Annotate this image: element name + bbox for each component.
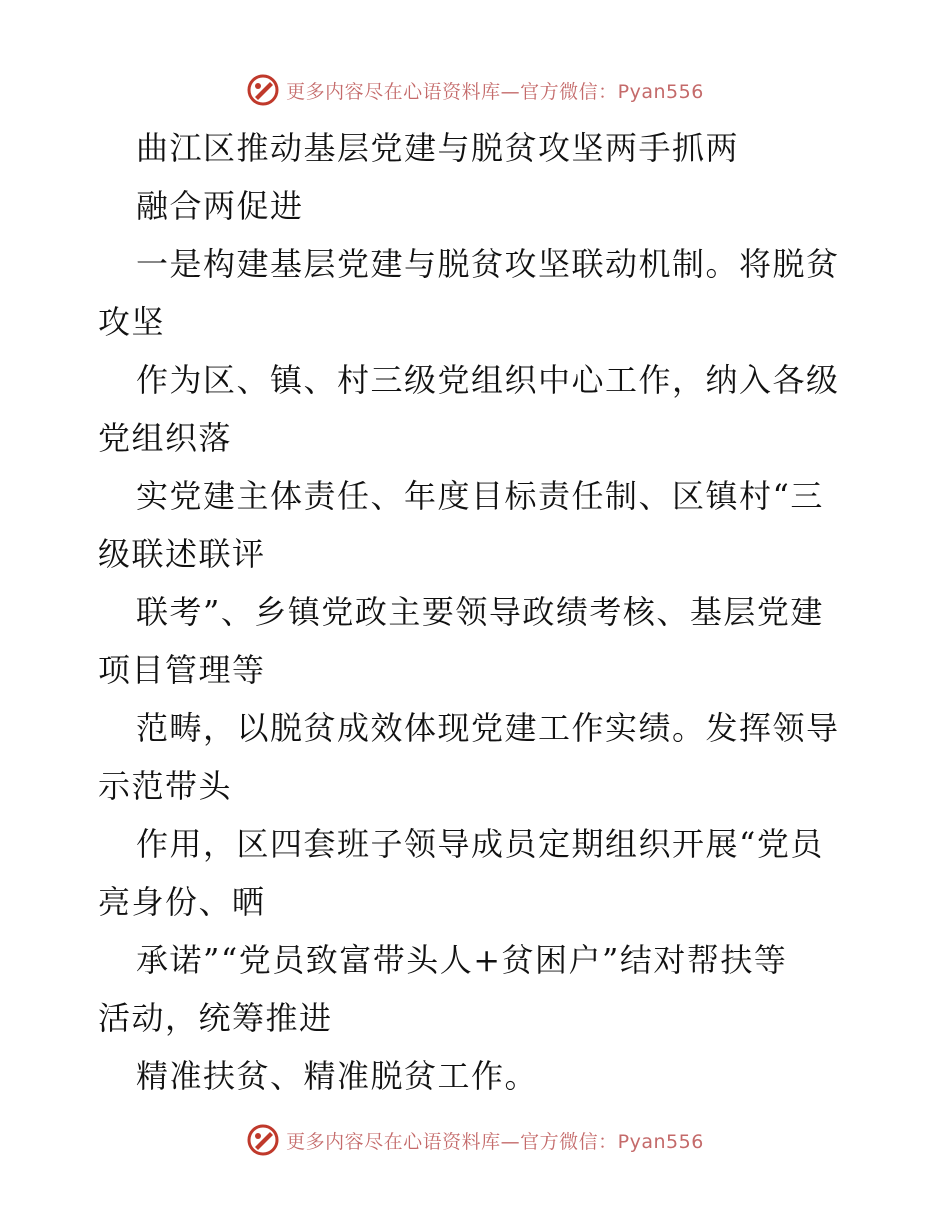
header-watermark xyxy=(0,70,950,110)
doc-line: 精准扶贫、精准脱贫工作。 xyxy=(136,1057,539,1095)
doc-line: 作为区、镇、村三级党组织中心工作，纳入各级 xyxy=(136,361,840,399)
doc-line: 示范带头 xyxy=(98,767,233,805)
watermark-text: 更多内容尽在心语资料库—官方微信：Pyan556 xyxy=(286,1130,704,1153)
doc-title-line-2: 融合两促进 xyxy=(136,187,304,225)
doc-line: 级联述联评 xyxy=(98,535,266,573)
doc-line: 实党建主体责任、年度目标责任制、区镇村“三 xyxy=(136,477,824,515)
doc-line: 党组织落 xyxy=(98,419,233,457)
doc-line: 联考”、乡镇党政主要领导政绩考核、基层党建 xyxy=(136,593,824,631)
doc-line: 作用，区四套班子领导成员定期组织开展“党员 xyxy=(136,825,824,863)
watermark-text: 更多内容尽在心语资料库—官方微信：Pyan556 xyxy=(286,80,704,103)
doc-line: 亮身份、晒 xyxy=(98,883,266,921)
logo-icon xyxy=(246,1123,280,1157)
doc-title-line-1: 曲江区推动基层党建与脱贫攻坚两手抓两 xyxy=(136,129,740,167)
footer-watermark xyxy=(0,1120,950,1160)
doc-line: 范畴，以脱贫成效体现党建工作实绩。发挥领导 xyxy=(136,709,840,747)
doc-line: 一是构建基层党建与脱贫攻坚联动机制。将脱贫 xyxy=(136,245,840,283)
logo-icon xyxy=(246,73,280,107)
doc-line: 承诺”“党员致富带头人+贫困户”结对帮扶等 xyxy=(136,941,788,979)
doc-line: 项目管理等 xyxy=(98,651,266,689)
doc-line: 活动，统筹推进 xyxy=(98,999,333,1037)
doc-line: 攻坚 xyxy=(98,303,166,341)
